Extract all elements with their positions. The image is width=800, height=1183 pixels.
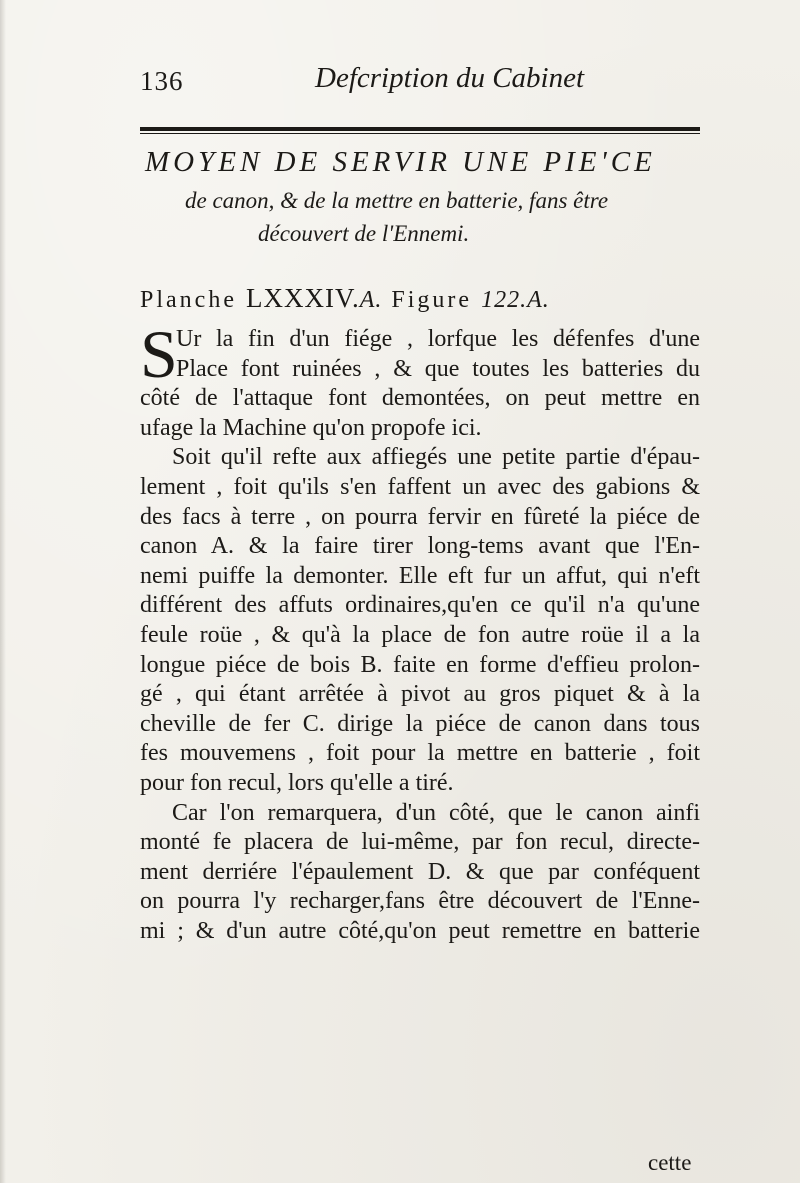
text-line: canon A. & la faire tirer long-tems avant que l'En- — [140, 533, 700, 560]
text-line: des facs à terre , on pourra fervir en fûreté la piéce de — [140, 503, 700, 530]
text-line: côté de l'attaque font demontées, on peut mettre en — [140, 385, 700, 412]
section-title: MOYEN DE SERVIR UNE PIE'CE — [145, 146, 656, 178]
figure-letter: A. — [527, 287, 550, 313]
text-line: nemi puiffe la demonter. Elle eft fur un affut, qui n'eft — [140, 562, 700, 589]
page-number: 136 — [140, 66, 184, 96]
text-line: différent des affuts ordinaires,qu'en ce qu'il n'a qu'une — [140, 592, 700, 619]
running-header — [140, 62, 700, 98]
text-line: mi ; & d'un autre côté,qu'on peut remettre en batterie — [140, 917, 700, 944]
drop-cap: S — [140, 316, 178, 392]
figure-label: Figure — [391, 287, 473, 313]
text-line: ment derriére l'épaulement D. & que par conféquent — [140, 858, 700, 885]
text-line: gé , qui étant arrêtée à pivot au gros piquet & à la — [140, 681, 700, 708]
running-title: Defcription du Cabinet — [315, 62, 585, 94]
body-text — [140, 316, 700, 946]
text-line: ufage la Machine qu'on propofe ici. — [140, 414, 482, 441]
text-line: monté fe placera de lui-même, par fon recul, directe- — [140, 829, 700, 856]
text-line: Ur la fin d'un fiége , lorfque les défenfes d'une — [176, 326, 700, 352]
text-line: lement , foit qu'ils s'en faffent un avec des gabions & — [140, 473, 700, 500]
figure-number: 122. — [481, 287, 528, 313]
text-line: Place font ruinées , & que toutes les batteries du — [176, 355, 700, 382]
text-line: feule roüe , & qu'à la place de fon autre roüe il a la — [140, 621, 700, 648]
plate-letter: A. — [359, 287, 383, 313]
section-subtitle-line-2: découvert de l'Ennemi. — [258, 221, 470, 246]
text-line: cheville de fer C. dirige la piéce de canon dans tous — [140, 710, 700, 737]
text-line: pour fon recul, lors qu'elle a tiré. — [140, 769, 454, 796]
plate-label: Planche — [140, 287, 237, 313]
plate-figure-reference — [140, 283, 550, 314]
header-rule — [140, 127, 700, 134]
catchword: cette — [648, 1150, 692, 1175]
text-line: on pourra l'y recharger,fans être découvert de l'Enne- — [140, 888, 700, 915]
section-subtitle-line-1: de canon, & de la mettre en batterie, fans être — [185, 188, 609, 213]
text-line: Car l'on remarquera, d'un côté, que le canon ainfi — [172, 799, 700, 826]
plate-number: LXXXIV. — [245, 283, 360, 313]
text-line: Soit qu'il refte aux affiegés une petite partie d'épau- — [172, 444, 700, 471]
page-edge-shadow — [0, 0, 6, 1183]
text-line: fes mouvemens , foit pour la mettre en batterie , foit — [140, 740, 700, 767]
text-line: longue piéce de bois B. faite en forme d'effieu prolon- — [140, 651, 700, 678]
